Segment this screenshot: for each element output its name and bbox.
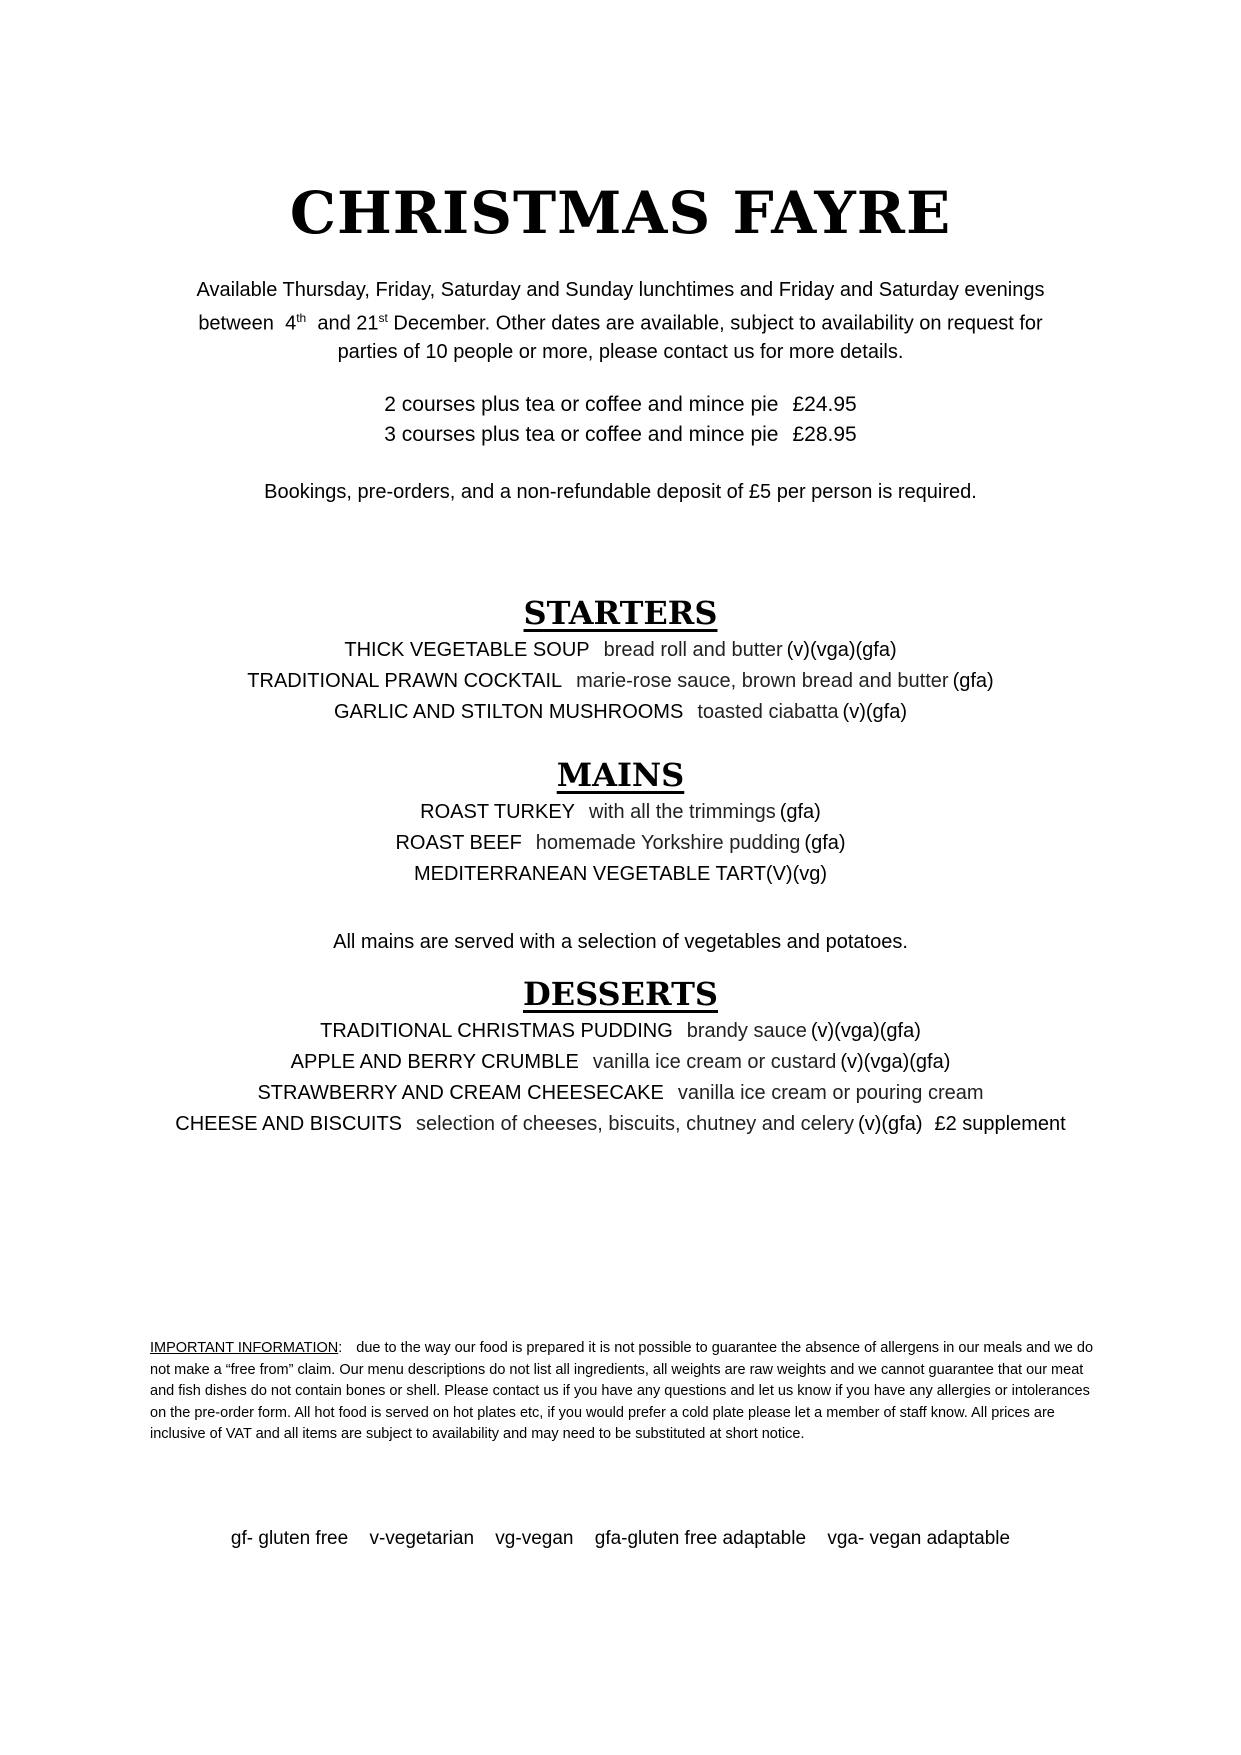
item-name: ROAST TURKEY (420, 801, 575, 823)
item-name: TRADITIONAL PRAWN COCKTAIL (247, 670, 563, 692)
item-description: marie-rose sauce, brown bread and butter (576, 670, 949, 692)
menu-item (0, 1078, 1241, 1109)
between-word: between (198, 312, 274, 335)
item-description: vanilla ice cream or custard (592, 1051, 837, 1073)
item-description: bread roll and butter (603, 639, 783, 661)
important-information-colon: : (338, 1340, 343, 1356)
menu-item (0, 859, 1241, 890)
item-name: APPLE AND BERRY CRUMBLE (290, 1051, 579, 1073)
availability-line-1: Available Thursday, Friday, Saturday and Sunday lunchtimes and Friday and Saturday evenings (196, 279, 1045, 301)
dietary-tags: (gfa) (779, 801, 821, 823)
and-word: and (317, 312, 351, 335)
starters-heading: STARTERS (523, 594, 718, 632)
menu-item (0, 635, 1241, 666)
important-information-text: due to the way our food is prepared it is not possible to guarantee the absence of allergens in our meals and we do not make a “free from” claim. Our menu descriptions do not list all ingredients, all weights are raw weights and we cannot guarantee that our meat and fish dishes do not contain bones or shell. Please contact us if you have any questions and let us know if you have any allergies or intolerances on the pre-order form. All hot food is served on hot plates etc, if you would prefer a cold plate please let a member of staff know. All prices are inclusive of VAT and all items are subject to availability and may need to be substituted at short notice. (150, 1340, 1094, 1442)
price-label: 2 courses plus tea or coffee and mince pie (384, 393, 779, 416)
item-name: ROAST BEEF (395, 832, 522, 854)
price-list (0, 390, 1241, 450)
dietary-tags: (v)(gfa) (842, 701, 907, 723)
item-name: THICK VEGETABLE SOUP (344, 639, 590, 661)
price-line-3-courses (0, 420, 1241, 450)
item-description: with all the trimmings (589, 801, 776, 823)
desserts-heading: DESSERTS (523, 975, 718, 1013)
dietary-tags: (v)(vga)(gfa) (840, 1051, 951, 1073)
starters-section (0, 593, 1241, 728)
legend-item: gf- gluten free (230, 1528, 349, 1549)
item-description: homemade Yorkshire pudding (535, 832, 801, 854)
item-description: toasted ciabatta (697, 701, 839, 723)
item-description: vanilla ice cream or pouring cream (677, 1082, 984, 1104)
price-amount: £24.95 (792, 393, 857, 416)
price-line-2-courses (0, 390, 1241, 420)
dietary-tags: (v)(gfa) (858, 1113, 923, 1135)
price-amount: £28.95 (792, 423, 857, 446)
mains-note: All mains are served with a selection of vegetables and potatoes. (333, 931, 908, 953)
dietary-tags: (gfa) (952, 670, 994, 692)
availability-line-2: December. Other dates are available, subject to availability on request for (393, 312, 1043, 335)
legend-item: v-vegetarian (369, 1528, 475, 1549)
important-information-label: IMPORTANT INFORMATION (150, 1340, 339, 1356)
dietary-tags: (v)(vga)(gfa) (786, 639, 897, 661)
start-date-suffix: th (296, 311, 307, 325)
item-name: TRADITIONAL CHRISTMAS PUDDING (320, 1020, 673, 1042)
page-title: CHRISTMAS FAYRE (289, 179, 952, 247)
end-date-number: 21 (356, 312, 379, 335)
mains-heading: MAINS (556, 756, 685, 794)
dietary-tags: (gfa) (804, 832, 846, 854)
price-label: 3 courses plus tea or coffee and mince pie (384, 423, 779, 446)
item-description: selection of cheeses, biscuits, chutney and celery (416, 1113, 855, 1135)
item-name: STRAWBERRY AND CREAM CHEESECAKE (257, 1082, 664, 1104)
menu-item (0, 1109, 1241, 1140)
supplement-price: £2 supplement (934, 1113, 1066, 1135)
availability-text (140, 276, 1101, 366)
menu-item (0, 797, 1241, 828)
end-date-suffix: st (378, 311, 388, 325)
legend-item: vg-vegan (495, 1528, 574, 1549)
item-name: MEDITERRANEAN VEGETABLE TART(V)(vg) (413, 863, 828, 885)
item-name: CHEESE AND BISCUITS (175, 1113, 403, 1135)
item-name: GARLIC AND STILTON MUSHROOMS (334, 701, 684, 723)
desserts-section (0, 974, 1241, 1140)
important-information (150, 1338, 1095, 1446)
menu-item (0, 828, 1241, 859)
item-description: brandy sauce (686, 1020, 807, 1042)
legend-item: gfa-gluten free adaptable (594, 1528, 807, 1549)
menu-item (0, 666, 1241, 697)
menu-item (0, 1047, 1241, 1078)
dietary-tags: (v)(vga)(gfa) (810, 1020, 921, 1042)
menu-item (0, 697, 1241, 728)
legend-item: vga- vegan adaptable (827, 1528, 1011, 1549)
availability-line-3: parties of 10 people or more, please contact us for more details. (337, 340, 904, 363)
menu-item (0, 1016, 1241, 1047)
dietary-legend (0, 1526, 1241, 1552)
start-date-number: 4 (285, 312, 297, 335)
mains-section (0, 755, 1241, 890)
bookings-note: Bookings, pre-orders, and a non-refundable deposit of £5 per person is required. (264, 481, 977, 503)
